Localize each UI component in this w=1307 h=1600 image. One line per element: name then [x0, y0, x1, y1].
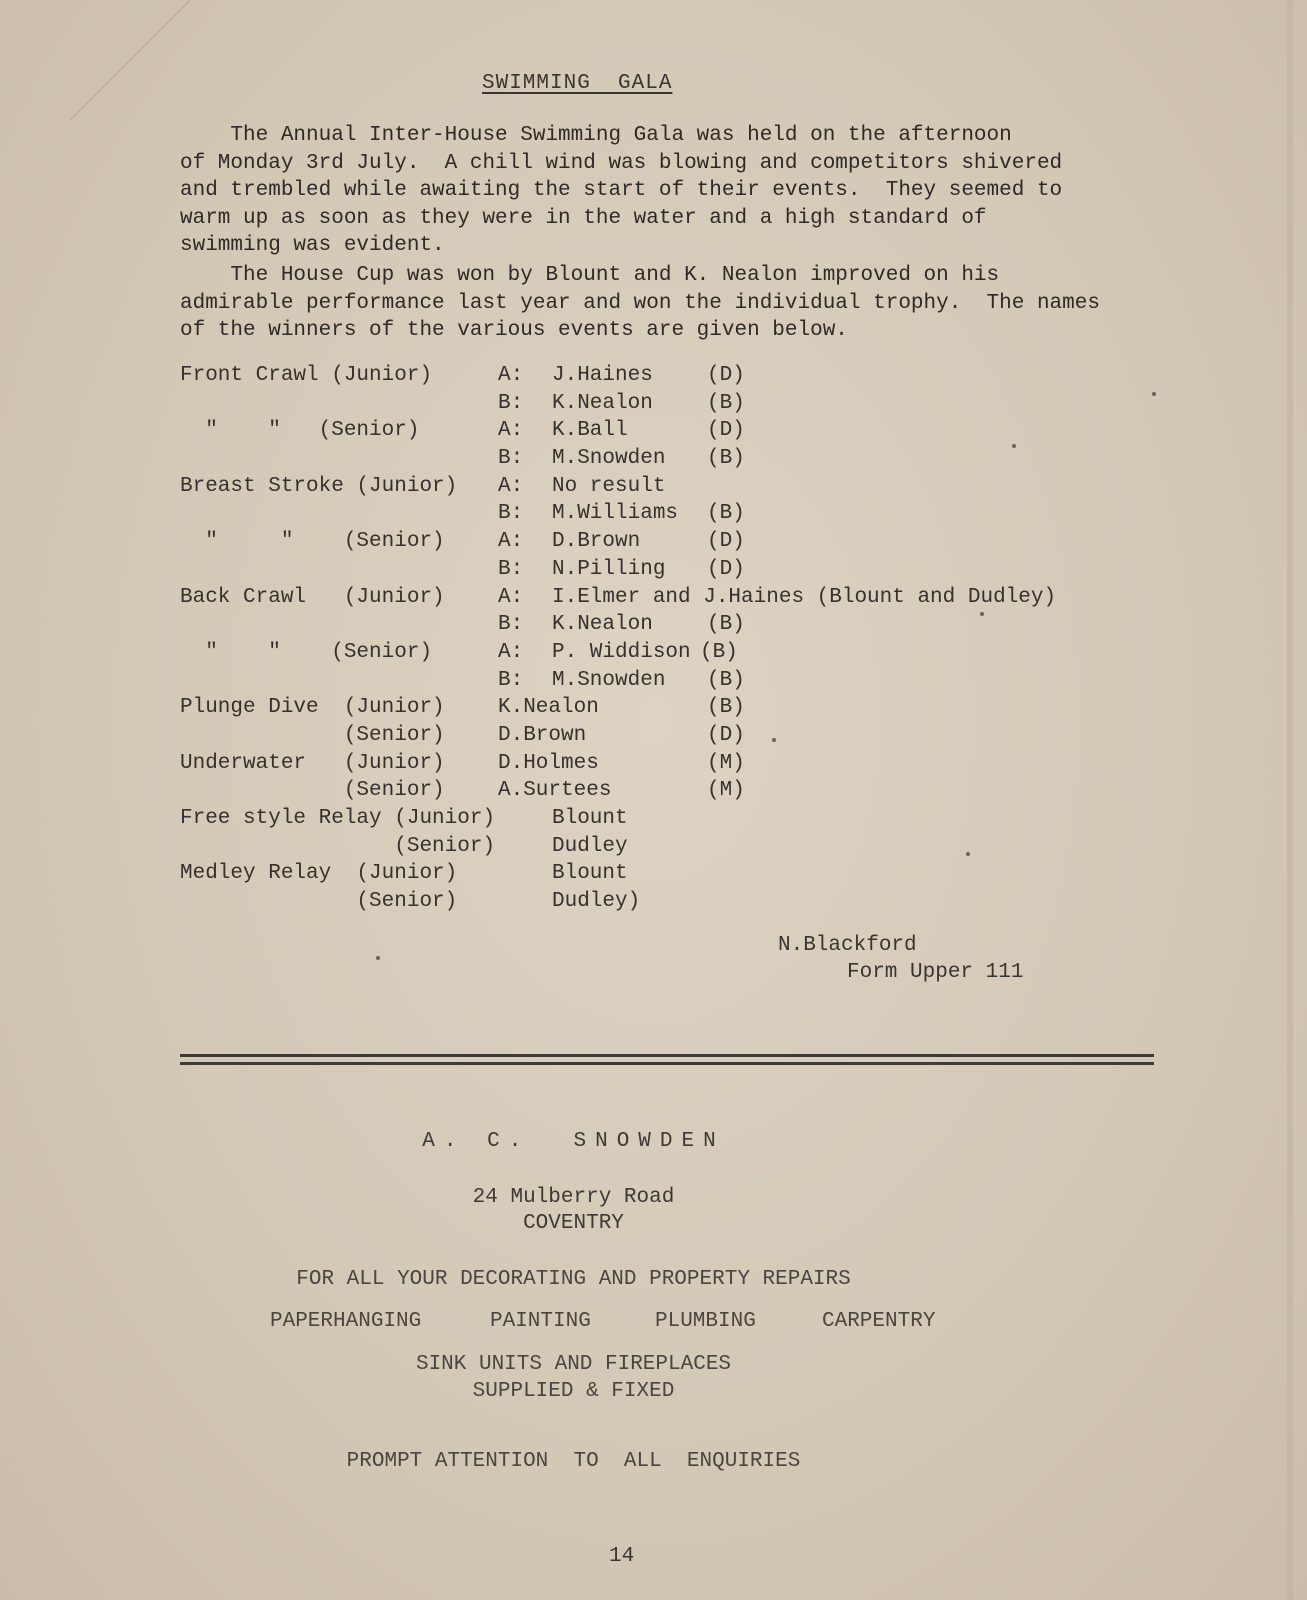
paragraph-line: The Annual Inter-House Swimming Gala was held on the afternoon [180, 124, 1012, 147]
result-row [180, 558, 1180, 586]
paragraph-line: admirable performance last year and won the individual trophy. The names [180, 291, 1100, 315]
result-event: Breast Stroke (Junior) [180, 474, 458, 498]
paper-speck [980, 612, 984, 616]
result-row [180, 835, 1180, 863]
advert-sink-units: SINK UNITS AND FIREPLACES [415, 1353, 732, 1376]
paper-speck [1152, 392, 1156, 396]
paragraph-line: The House Cup was won by Blount and K. Nealon improved on his [180, 264, 1000, 287]
divider-rule [180, 1054, 1154, 1057]
result-house: (B) [707, 391, 745, 415]
result-house: (B) [707, 696, 745, 720]
result-house: (D) [707, 530, 745, 554]
result-winner: M.Williams [552, 502, 679, 526]
result-winner: M.Snowden [552, 668, 666, 692]
result-label: A: [498, 585, 524, 609]
advert-service: CARPENTRY [822, 1310, 936, 1333]
result-label: B: [498, 668, 524, 692]
result-event: " " (Senior) [180, 640, 433, 664]
advert-business-name: A. C. SNOWDEN [422, 1130, 725, 1153]
result-event: Underwater (Junior) [180, 751, 445, 775]
result-winner: K.Nealon [552, 613, 653, 637]
result-event: " " (Senior) [180, 530, 445, 554]
result-row [180, 641, 1180, 669]
result-event: (Senior) [180, 890, 458, 914]
result-winner: Dudley [552, 834, 628, 858]
result-winner: I.Elmer and J.Haines (Blount and Dudley) [552, 585, 1057, 609]
paragraph-line: and trembled while awaiting the start of their events. They seemed to [180, 179, 1063, 202]
page-title: SWIMMING GALA [482, 72, 673, 95]
result-event: Free style Relay (Junior) [180, 807, 496, 830]
result-label: A: [498, 474, 524, 498]
result-house: (B) [707, 613, 745, 637]
advert-service: PAPERHANGING [270, 1310, 422, 1333]
result-row [180, 530, 1180, 558]
author-form: Form Upper 111 [847, 961, 1024, 984]
advert-address-street: 24 Mulberry Road [472, 1186, 675, 1209]
result-label: B: [498, 391, 524, 415]
advert-service: PAINTING [490, 1310, 591, 1333]
result-event: Back Crawl (Junior) [180, 585, 445, 609]
result-row [180, 724, 1180, 752]
result-house: (D) [707, 364, 745, 387]
result-winner: D.Brown [552, 530, 641, 554]
paragraph-line: of Monday 3rd July. A chill wind was blowing and competitors shivered [180, 151, 1063, 175]
result-house: (M) [707, 751, 745, 775]
result-row [180, 807, 1180, 835]
results-list [180, 364, 1180, 918]
result-event: Medley Relay (Junior) [180, 862, 458, 886]
advert-prompt-attention: PROMPT ATTENTION TO ALL ENQUIRIES [346, 1450, 801, 1473]
result-row [180, 696, 1180, 724]
result-label: B: [498, 447, 524, 471]
result-row [180, 752, 1180, 780]
result-row [180, 475, 1180, 503]
result-label: D.Holmes [498, 751, 599, 775]
paragraph-line: warm up as soon as they were in the water and a high standard of [180, 206, 987, 230]
result-row [180, 613, 1180, 641]
result-winner: Dudley) [552, 890, 641, 914]
result-row [180, 392, 1180, 420]
result-house: (B) [707, 668, 745, 692]
result-event: Plunge Dive (Junior) [180, 696, 445, 720]
divider-rule [180, 1062, 1154, 1065]
result-label: D.Brown [498, 723, 587, 747]
result-label: B: [498, 557, 524, 581]
paper-speck [1012, 444, 1016, 448]
result-winner: K.Nealon [552, 391, 653, 415]
result-row [180, 447, 1180, 475]
result-label: A: [498, 364, 524, 387]
result-house: (B) [707, 447, 745, 471]
result-label: A: [498, 640, 524, 664]
advert-tagline: FOR ALL YOUR DECORATING AND PROPERTY REPAIRS [296, 1268, 851, 1291]
result-house: (D) [707, 557, 745, 581]
result-house: (B) [700, 640, 738, 664]
result-label: A: [498, 419, 524, 443]
result-label: B: [498, 613, 524, 637]
result-winner: N.Pilling [552, 557, 666, 581]
advert-address-city: COVENTRY [523, 1212, 624, 1235]
result-event: Front Crawl (Junior) [180, 364, 433, 387]
author-name: N.Blackford [778, 934, 917, 957]
result-winner: J.Haines [552, 364, 653, 387]
paragraph-line: of the winners of the various events are given below. [180, 319, 848, 342]
result-house: (D) [707, 419, 745, 443]
advert-supplied-fixed: SUPPLIED & FIXED [472, 1380, 675, 1403]
advert-service: PLUMBING [655, 1310, 756, 1333]
result-winner: Blount [552, 807, 628, 830]
result-row [180, 586, 1180, 614]
intro-paragraph [180, 122, 1190, 260]
result-label: B: [498, 502, 524, 526]
result-row [180, 669, 1180, 697]
result-event: (Senior) [180, 834, 496, 858]
result-label: A: [498, 530, 524, 554]
result-winner: No result [552, 474, 666, 498]
result-event: (Senior) [180, 779, 445, 803]
paper-speck [376, 956, 380, 960]
result-row [180, 419, 1180, 447]
result-row [180, 779, 1180, 807]
result-label: A.Surtees [498, 779, 612, 803]
result-winner: Blount [552, 862, 628, 886]
result-event: (Senior) [180, 723, 445, 747]
results-intro-paragraph [180, 262, 1190, 345]
paper-speck [966, 852, 970, 856]
result-house: (D) [707, 723, 745, 747]
result-house: (M) [707, 779, 745, 803]
paragraph-line: swimming was evident. [180, 234, 445, 257]
result-row [180, 502, 1180, 530]
result-house: (B) [707, 502, 745, 526]
result-winner: K.Ball [552, 419, 628, 443]
result-label: K.Nealon [498, 696, 599, 720]
result-row [180, 862, 1180, 890]
paper-speck [772, 738, 776, 742]
result-row [180, 890, 1180, 918]
result-row [180, 364, 1180, 392]
page-number: 14 [609, 1545, 635, 1568]
result-event: " " (Senior) [180, 419, 420, 443]
result-winner: M.Snowden [552, 447, 666, 471]
result-winner: P. Widdison [552, 640, 691, 664]
